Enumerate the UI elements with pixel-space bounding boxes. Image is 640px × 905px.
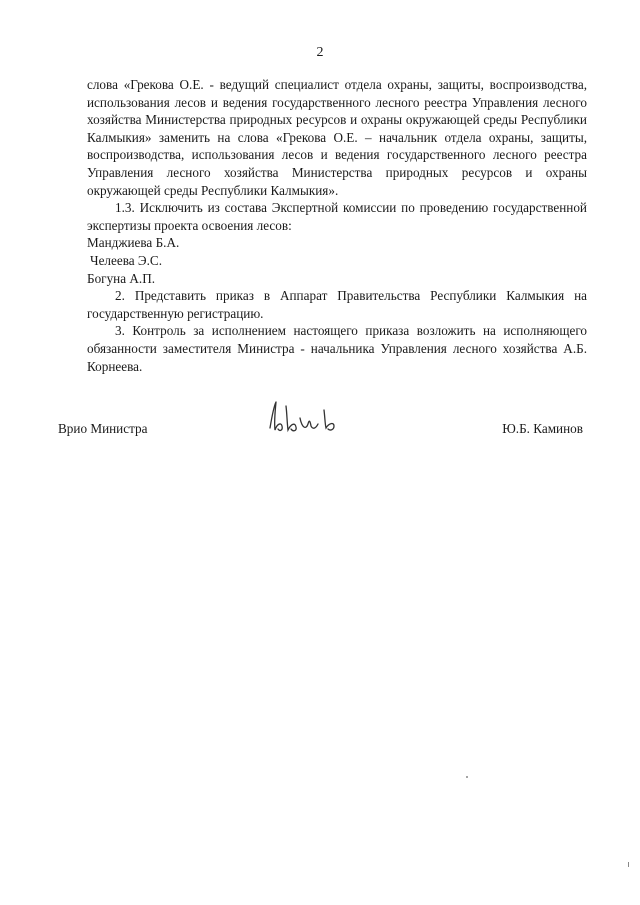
scan-speck	[466, 776, 468, 778]
list-item: Манджиева Б.А.	[87, 235, 180, 251]
signatory-title: Врио Министра	[58, 421, 148, 436]
list-item: Богуна А.П.	[87, 270, 156, 286]
scan-speck	[628, 862, 629, 867]
signatory-name: Ю.Б. Каминов	[502, 421, 583, 436]
paragraph-registration: 2. Представить приказ в Аппарат Правительства Республики Калмыкия на государственную регистрацию.	[87, 288, 587, 321]
document-body	[87, 76, 587, 375]
page-number: 2	[316, 45, 324, 60]
handwritten-signature	[262, 398, 362, 438]
paragraph-amendment: слова «Грекова О.Е. - ведущий специалист отдела охраны, защиты, воспроизводства, использования лесов и ведения государственного лесного реестра Управления лесного хозяйства Министерства природных ресурсов и охраны окружающей среды Республики Калмыкия» заменить на слова «Грекова О.Е. – начальник отдела охраны, защиты, воспроизводства, использования лесов и ведения государственного лесного реестра Управления лесного хозяйства Министерства природных ресурсов и охраны окружающей среды Республики Калмыкия».	[87, 77, 587, 198]
list-item: Челеева Э.С.	[90, 252, 163, 268]
excluded-names-list	[87, 234, 587, 287]
paragraph-exclude-clause: 1.3. Исключить из состава Экспертной комиссии по проведению государственной экспертизы проекта освоения лесов:	[87, 200, 587, 233]
paragraph-control: 3. Контроль за исполнением настоящего приказа возложить на исполняющего обязанности заместителя Министра - начальника Управления лесного хозяйства А.Б. Корнеева.	[87, 323, 587, 374]
